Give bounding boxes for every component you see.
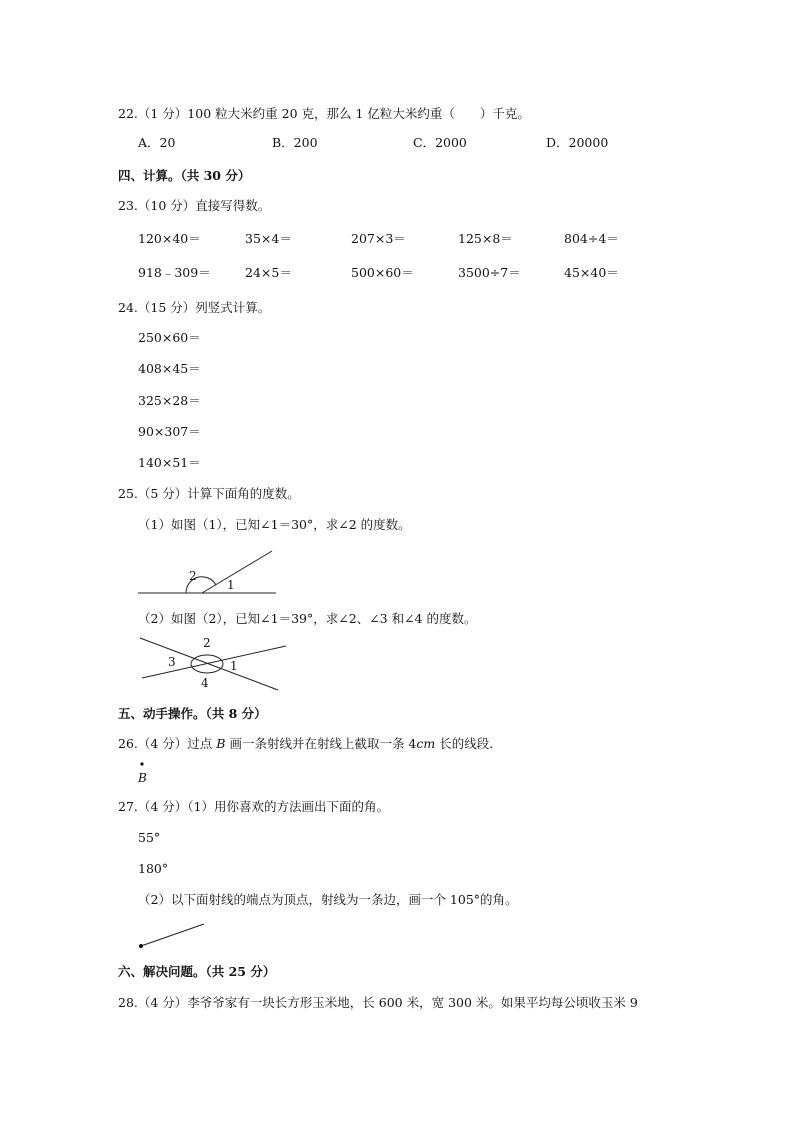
fig1-label-2: 2 (189, 569, 197, 583)
section5-heading: 五、动手操作。（共 8 分） (118, 706, 267, 721)
q22-option-c: C．2000 (413, 135, 467, 150)
q23-item: 24×5＝ (245, 265, 292, 280)
q22-option-d: D．20000 (546, 135, 609, 150)
q23-item: 3500÷7＝ (458, 265, 521, 280)
fig1-label-1: 1 (227, 578, 235, 592)
q23-item: 500×60＝ (351, 265, 414, 280)
q23-item: 45×40＝ (564, 265, 619, 280)
angle-figure-2 (136, 632, 292, 694)
fig2-label-3: 3 (168, 655, 176, 669)
q24-item: 140×51＝ (138, 455, 201, 470)
q23-item: 918﹣309＝ (138, 265, 211, 280)
q23-item: 125×8＝ (458, 231, 513, 246)
q26-text (118, 738, 502, 751)
q24-item: 408×45＝ (138, 361, 201, 376)
angle-figure-1 (136, 546, 286, 598)
section4-heading: 四、计算。（共 30 分） (118, 168, 251, 183)
q23-item: 207×3＝ (351, 231, 406, 246)
q23-item: 35×4＝ (245, 231, 292, 246)
q22-text: 22.（1 分）100 粒大米约重 20 克，那么 1 亿粒大米约重（ ）千克。 (118, 106, 530, 121)
q27-angle-55: 55° (138, 830, 161, 845)
q24-text: 24.（15 分）列竖式计算。 (118, 300, 271, 315)
q25-part2: （2）如图（2），已知∠1＝39°，求∠2、∠3 和∠4 的度数。 (138, 611, 477, 626)
q25-part1: （1）如图（1），已知∠1＝30°，求∠2 的度数。 (138, 517, 411, 532)
ray-figure (136, 920, 212, 952)
q26-text-end: 长的线段． (435, 736, 502, 751)
section6-heading: 六、解决问题。（共 25 分） (118, 964, 276, 979)
q22-option-b: B．200 (272, 135, 318, 150)
q27-part2: （2）以下面射线的端点为顶点，射线为一条边，画一个 105°的角。 (138, 892, 518, 907)
point-b (136, 760, 156, 786)
q25-text: 25.（5 分）计算下面角的度数。 (118, 486, 300, 501)
fig2-label-2: 2 (203, 636, 211, 650)
q22-option-a: A．20 (138, 135, 176, 150)
q28-text: 28.（4 分）李爷爷家有一块长方形玉米地，长 600 米，宽 300 米。如果平均每公顷收玉米 9 (118, 995, 638, 1010)
q27-text: 27.（4 分）（1）用你喜欢的方法画出下面的角。 (118, 799, 390, 814)
q26-text-after: 画一条射线并在射线上截取一条 4 (225, 736, 417, 751)
fig2-label-4: 4 (201, 676, 209, 690)
q26-unit: cm (416, 736, 436, 751)
q23-text: 23.（10 分）直接写得数。 (118, 198, 271, 213)
q23-item: 804÷4＝ (564, 231, 619, 246)
point-b-label: B (138, 771, 147, 785)
fig2-label-1: 1 (230, 659, 238, 673)
q23-item: 120×40＝ (138, 231, 201, 246)
q27-angle-180: 180° (138, 861, 169, 876)
q24-item: 250×60＝ (138, 330, 201, 345)
q24-item: 90×307＝ (138, 424, 201, 439)
q26-text-before: 26.（4 分）过点 (118, 736, 217, 751)
q24-item: 325×28＝ (138, 393, 201, 408)
q26-point-label: B (216, 736, 226, 751)
